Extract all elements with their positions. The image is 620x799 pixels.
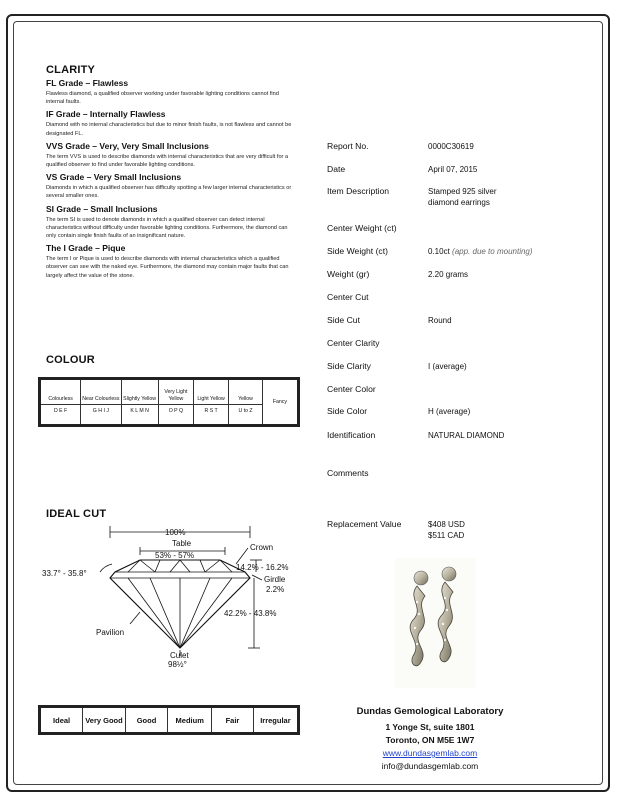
comments-label: Comments [327,468,369,478]
grade-si [46,204,296,244]
weight-label: Weight (gr) [327,269,370,279]
grade-heading: VS Grade – Very Small Inclusions [46,172,182,183]
center-cut-label: Center Cut [327,292,369,302]
colour-name-cell: Yellow [229,379,263,405]
crown-label: Crown [250,543,274,552]
weight-value: 2.20 grams [428,270,469,279]
cut-grade-cell: Very Good [83,707,126,734]
center-clarity-label: Center Clarity [327,338,380,348]
item-description-label: Item Description [327,186,390,196]
grade-vs [46,172,296,203]
side-cut-label: Side Cut [327,315,360,325]
side-weight-value [428,246,533,257]
side-color-label: Side Color [327,406,368,416]
colour-name-cell: Near Colourless [81,379,121,405]
diamond-proportions-diagram [40,520,320,680]
lab-email[interactable]: info@dundasgemlab.com [381,761,479,771]
crown-angle-label: 33.7° - 35.8° [42,569,87,578]
clarity-title: CLARITY [46,64,96,76]
colour-range-cell: U to Z [229,405,263,426]
grade-heading: IF Grade – Internally Flawless [46,109,166,120]
clarity-grades [46,78,296,283]
grade-description: The term I or Pique is used to describe diamonds with internal characteristics which a qualified observer can see with the naked eye. Furthermore, the diamond may contain major faults that can largely affect the value of the stone. [46,256,289,279]
cut-grade-cell: Good [125,707,168,734]
replacement-value [428,519,465,541]
grade-description: The term SI is used to denote diamonds in which a qualified observer can detect internal characteristics without difficulty under favorable lighting conditions. Furthermore, the diamond can only contain single finish faults of an insignificant nature. [46,216,288,240]
grade-heading: FL Grade – Flawless [46,78,129,88]
date-value: April 07, 2015 [428,165,478,174]
colour-name-cell: Slightly Yellow [121,379,158,405]
grade-description: Flawless diamond, a qualified observer working under favorable lighting conditions cannot find internal faults. [46,91,279,106]
pavilion-label: Pavilion [96,628,125,637]
culet-value-label: 98½° [168,660,187,669]
grade-i [46,243,296,283]
girdle-value-label: 2.2% [266,585,285,594]
side-cut-value: Round [428,316,452,325]
table-label: Table [172,539,192,548]
colour-name-cell: Fancy [262,379,298,426]
item-description-line1: Stamped 925 silver [428,187,497,196]
side-weight-label: Side Weight (ct) [327,246,388,256]
report-no-label: Report No. [327,141,369,151]
colour-scale-table [38,377,300,427]
center-color-label: Center Color [327,384,376,394]
colour-range-cell: K L M N [121,405,158,426]
culet-label: Culet [170,651,189,660]
cut-grade-cell: Medium [168,707,212,734]
grade-heading: The I Grade – Pique [46,243,126,254]
cut-grade-table [38,705,300,735]
lab-address-line1: 1 Yonge St, suite 1801 [385,722,475,732]
lab-info [330,705,530,773]
colour-range-cell: O P Q [158,405,193,426]
colour-name-cell: Colourless [40,379,81,405]
ideal-cut-title: IDEAL CUT [46,508,107,520]
colour-range-cell: R S T [193,405,228,426]
colour-name-cell: Light Yellow [193,379,228,405]
grade-description: Diamonds in which a qualified observer has difficulty spotting a few larger internal characteristics or several smaller ones. [46,185,292,200]
crown-height-label: 14.2% - 16.2% [236,563,289,572]
center-weight-label: Center Weight (ct) [327,223,397,233]
replacement-usd: $408 USD [428,520,465,529]
pavilion-depth-label: 42.2% - 43.8% [224,609,277,618]
side-weight-note: (app. due to mounting) [452,247,533,256]
colour-range-cell: D E F [40,405,81,426]
colour-title: COLOUR [46,354,95,366]
grade-if [46,109,296,140]
side-clarity-value: I (average) [428,362,467,371]
grade-heading: SI Grade – Small Inclusions [46,203,158,214]
cut-grade-cell: Fair [212,707,254,734]
girdle-label: Girdle [264,575,286,584]
grade-description: Diamond with no internal characteristics but due to minor finish faults, is not flawless and cannot be designated FL. [46,122,292,137]
grade-vvs [46,141,296,172]
replacement-value-label: Replacement Value [327,519,402,529]
side-color-value: H (average) [428,407,471,416]
earrings-photo [395,558,475,688]
cut-grade-cell: Irregular [253,707,298,734]
side-clarity-label: Side Clarity [327,361,371,371]
colour-name-cell: Very Light Yellow [158,379,193,405]
identification-value: NATURAL DIAMOND [428,431,505,440]
lab-website-link[interactable]: www.dundasgemlab.com [382,748,478,758]
lab-address-line2: Toronto, ON M5E 1W7 [385,735,475,745]
grade-heading: VVS Grade – Very, Very Small Inclusions [46,140,209,151]
table-range-label: 53% - 57% [155,551,195,560]
item-description-value [428,186,496,208]
replacement-cad: $511 CAD [428,531,465,540]
report-no-value: 0000C30619 [428,142,474,151]
grade-description: The term VVS is used to describe diamonds with internal characteristics that are very difficult for a qualified observer to find under favorable lighting conditions. [46,153,289,169]
side-weight-amount: 0.10ct [428,247,450,256]
colour-range-cell: G H I J [81,405,121,426]
lab-name: Dundas Gemological Laboratory [356,706,504,717]
width-label: 100% [165,528,186,537]
identification-label: Identification [327,430,376,440]
date-label: Date [327,164,346,174]
grade-fl [46,78,296,109]
cut-grade-cell: Ideal [40,707,83,734]
item-description-line2: diamond earrings [428,198,490,207]
